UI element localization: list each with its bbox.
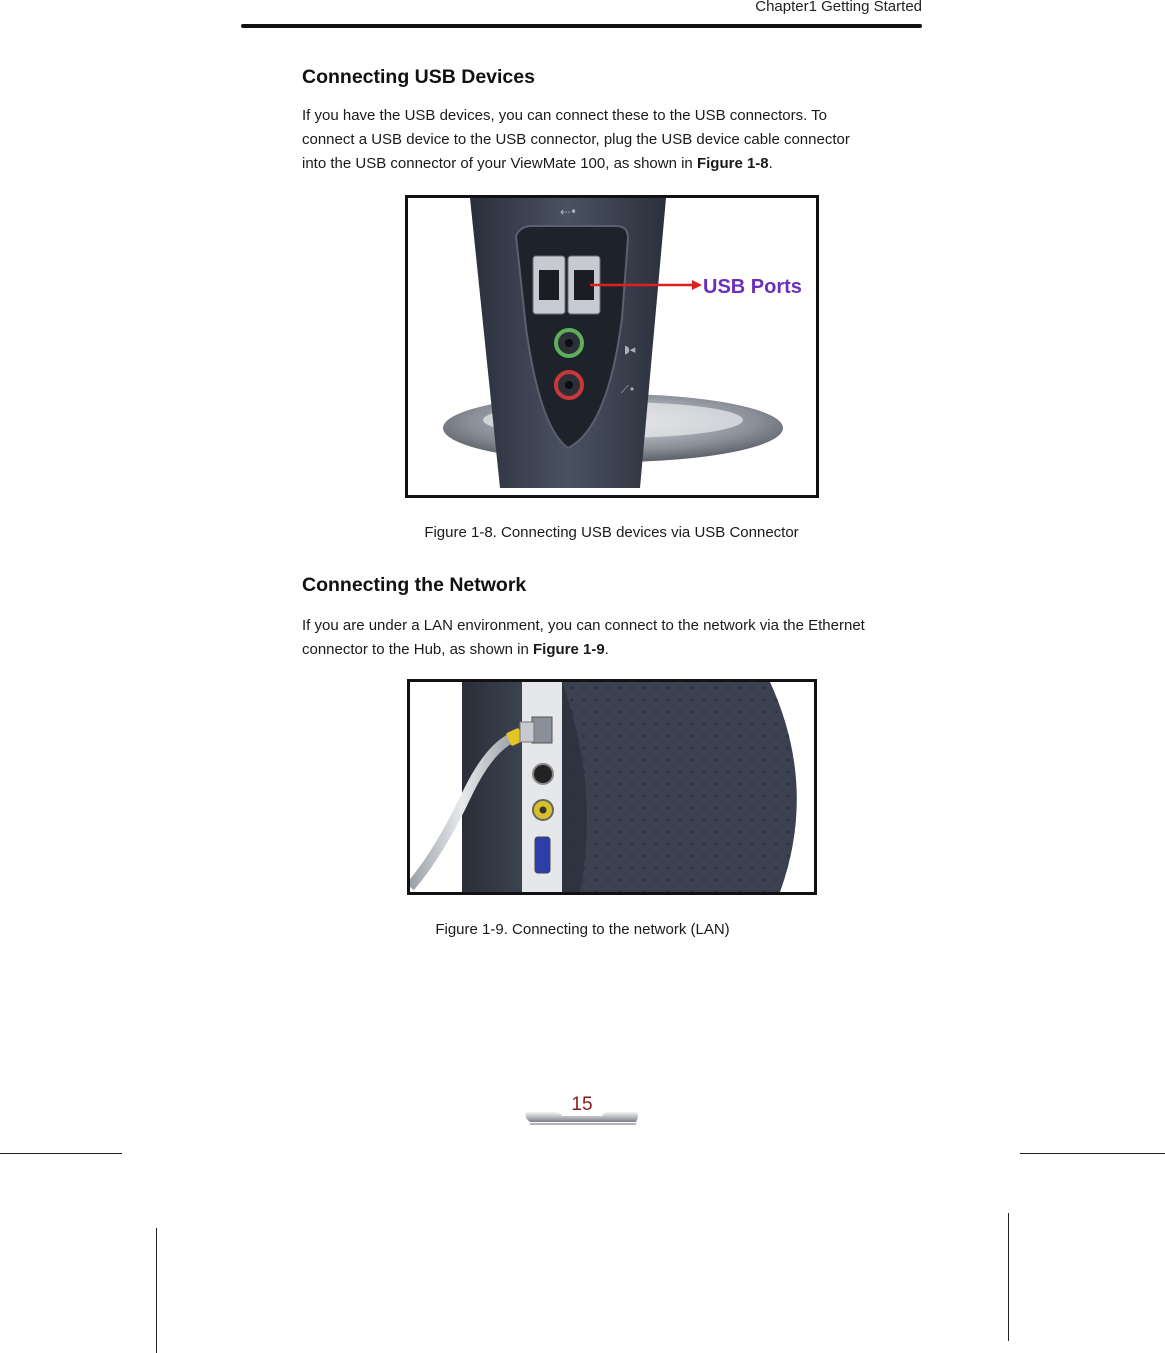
figure-1-9-network: [407, 679, 817, 895]
running-header: Chapter1 Getting Started: [755, 0, 922, 15]
usb-ports-label: USB Ports: [703, 276, 802, 298]
header-rule: [241, 24, 922, 28]
figure-reference-1-8: Figure 1-8: [696, 155, 769, 172]
crop-mark-right-vertical: [1008, 1213, 1009, 1341]
usb-paragraph: [302, 104, 922, 176]
headphone-symbol-icon: ◗◂: [624, 343, 636, 356]
figure-1-8-usb-ports: [405, 195, 819, 498]
usb-ports-illustration: [408, 198, 816, 495]
usb-symbol-icon: ⇠•: [560, 205, 578, 219]
network-paragraph-line-1: If you are under a LAN environment, you can connect to the network via the Ethernet: [302, 617, 865, 634]
crop-mark-left-vertical: [156, 1228, 157, 1353]
crop-mark-left-horizontal: [0, 1153, 122, 1154]
network-paragraph-line-2: connector to the Hub, as shown in Figure 1-9.: [302, 641, 609, 658]
crop-mark-right-horizontal: [1020, 1153, 1165, 1154]
figure-1-9-caption: Figure 1-9. Connecting to the network (LAN): [435, 921, 730, 938]
network-illustration: [410, 682, 814, 892]
usb-paragraph-line-3: into the USB connector of your ViewMate 100, as shown in Figure 1-8.: [302, 155, 773, 172]
s-video-port: [533, 764, 553, 784]
section-heading-network: Connecting the Network: [302, 574, 527, 596]
network-paragraph: [302, 614, 942, 662]
usb-paragraph-line-1: If you have the USB devices, you can connect these to the USB connectors. To: [302, 107, 828, 124]
ethernet-port: [532, 717, 552, 743]
section-heading-usb: Connecting USB Devices: [302, 66, 535, 88]
rj45-plug: [520, 722, 534, 742]
page-number: 15: [571, 1094, 593, 1115]
figure-reference-1-9: Figure 1-9: [532, 641, 605, 658]
page-number-tab: [520, 1092, 644, 1132]
vga-port: [535, 837, 550, 873]
usb-paragraph-line-2: connect a USB device to the USB connector, plug the USB device cable connector: [302, 131, 850, 148]
microphone-symbol-icon: ⟋•: [621, 383, 636, 396]
figure-1-8-caption: Figure 1-8. Connecting USB devices via USB Connector: [424, 524, 799, 541]
